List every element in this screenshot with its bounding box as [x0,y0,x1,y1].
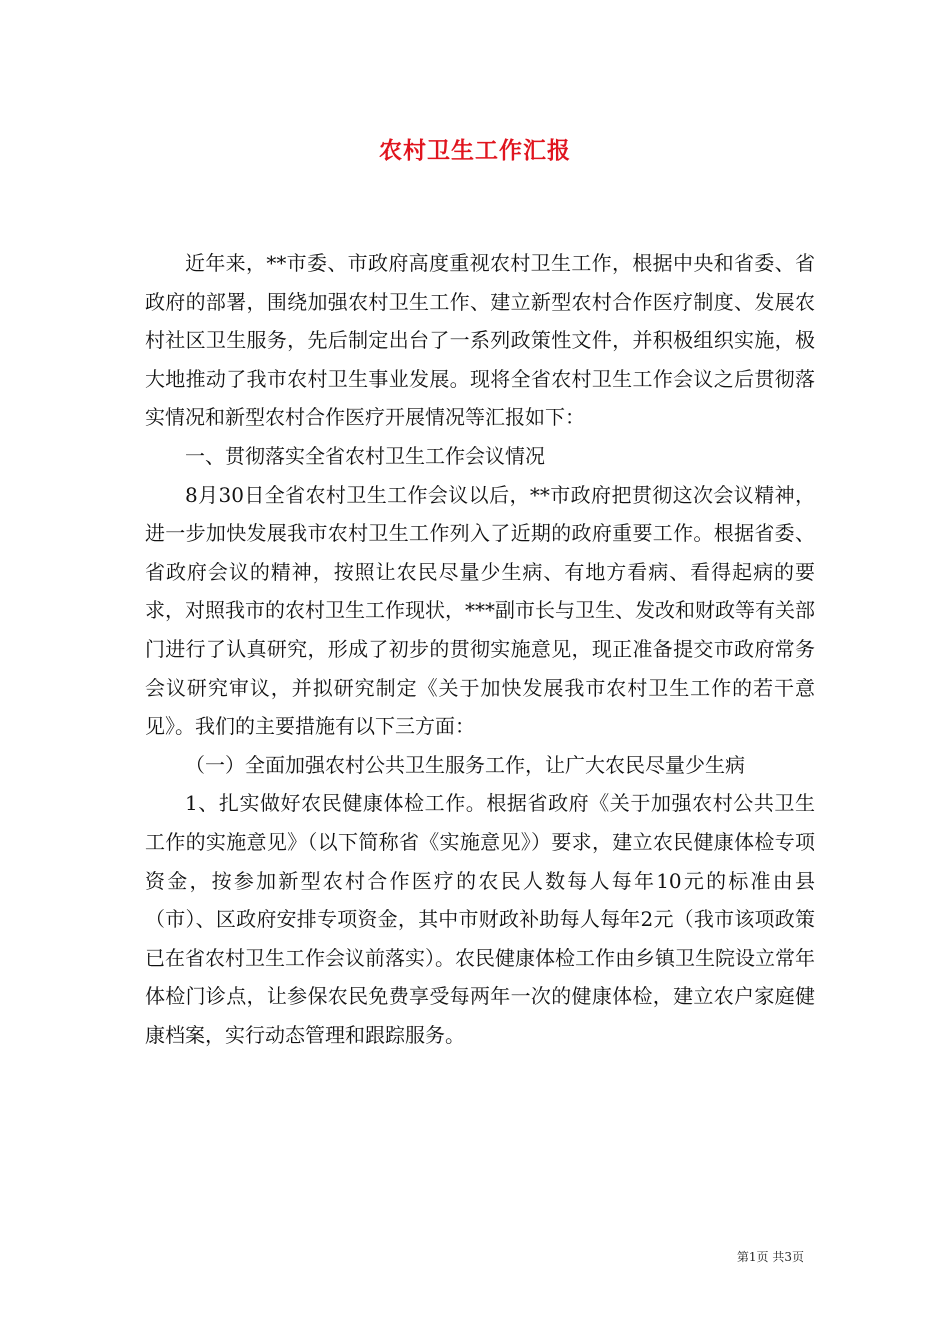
paragraph-intro: 近年来，**市委、市政府高度重视农村卫生工作，根据中央和省委、省政府的部署，围绕加强农村卫生工作、建立新型农村合作医疗制度、发展农村社区卫生服务，先后制定出台了一系列政策性文件，并积极组织实施，极大地推动了我市农村卫生事业发展。现将全省农村卫生工作会议之后贯彻落实情况和新型农村合作医疗开展情况等汇报如下： [145,251,815,430]
document-title: 农村卫生工作汇报 [379,137,571,164]
subsection-heading-1: （一）全面加强农村公共卫生服务工作，让广大农民尽量少生病 [185,752,745,777]
paragraph-section-1: 8月30日全省农村卫生工作会议以后，**市政府把贯彻这次会议精神，进一步加快发展我市农村卫生工作列入了近期的政府重要工作。根据省委、省政府会议的精神，按照让农民尽量少生病、有地方看病、看得起病的要求，对照我市的农村卫生工作现状，***副市长与卫生、发改和财政等有关部门进行了认真研究，形成了初步的贯彻实施意见，现正准备提交市政府常务会议研究审议，并拟研究制定《关于加快发展我市农村卫生工作的若干意见》。我们的主要措施有以下三方面： [145,482,815,739]
paragraph-item-1: 1、扎实做好农民健康体检工作。根据省政府《关于加强农村公共卫生工作的实施意见》（以下简称省《实施意见》）要求，建立农民健康体检专项资金，按参加新型农村合作医疗的农民人数每人每年10元的标准由县（市）、区政府安排专项资金，其中市财政补助每人每年2元（我市该项政策已在省农村卫生工作会议前落实）。农民健康体检工作由乡镇卫生院设立常年体检门诊点，让参保农民免费享受每两年一次的健康体检，建立农户家庭健康档案，实行动态管理和跟踪服务。 [145,791,815,1047]
document-body [145,244,815,1054]
page-number: 第1页 共3页 [736,1250,804,1264]
section-heading-1: 一、贯彻落实全省农村卫生工作会议情况 [185,443,545,468]
